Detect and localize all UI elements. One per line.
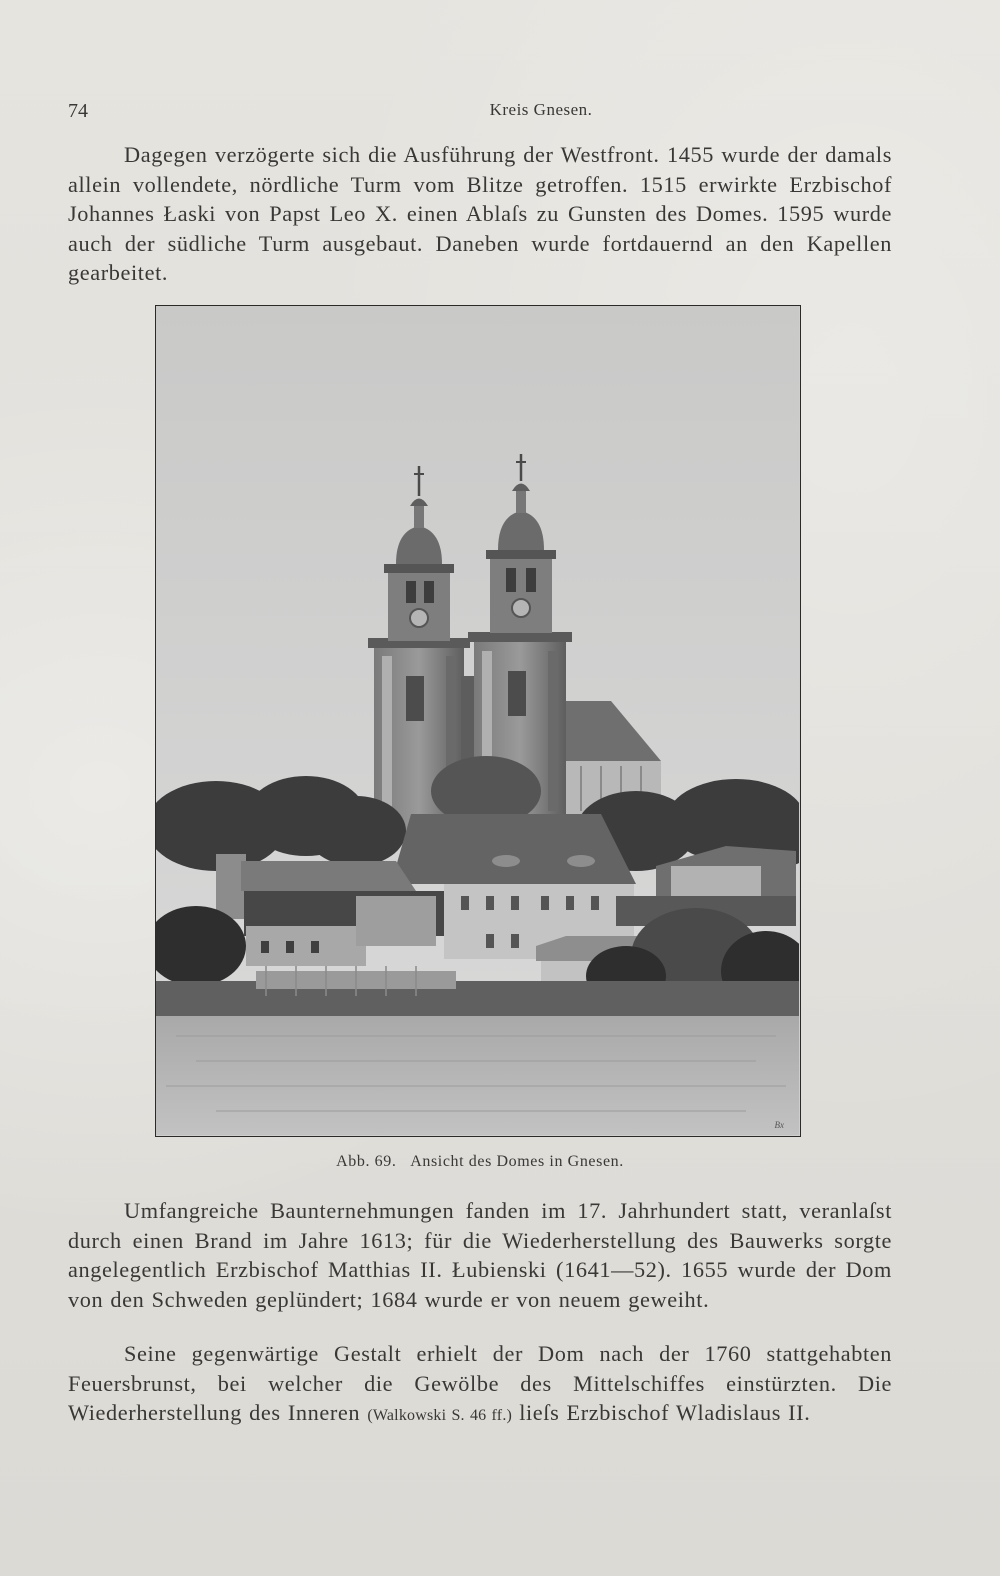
paragraph-present-form [68, 1339, 892, 1431]
photo-illustration [156, 306, 799, 1135]
running-head: Kreis Gnesen. [489, 100, 593, 119]
page-header [68, 100, 892, 130]
page-number: 74 [68, 100, 88, 122]
paragraph-17th-century: Umfangreiche Baunternehmungen fanden im 17. Jahrhundert statt, veranlaſst durch einen Brand im Jahre 1613; für die Wiederherstellung des Bauwerks sorgte angelegentlich Erzbischof Matthias II. Łubienski (1641—52). 1655 wurde der Dom von den Schweden geplündert; 1684 wurde er von neuem geweiht. [68, 1198, 892, 1312]
paragraph-text-start: Seine gegenwärtige Gestalt erhielt der Dom nach der 1760 stattgehabten Feuersbrunst, bei welcher die Gewölbe des Mittelschiffes einstürzten. Die Wiederherstellung des Inneren [68, 1341, 892, 1425]
figure-caption-text: Ansicht des Domes in Gnesen. [410, 1153, 624, 1170]
paragraph-westfront: Dagegen verzögerte sich die Ausführung der Westfront. 1455 wurde der damals allein vollendete, nördliche Turm vom Blitze getroffen. 1515 erwirkte Erzbischof Johannes Łaski von Papst Leo X. einen Ablaſs zu Gunsten des Domes. 1595 wurde auch der südliche Turm ausgebaut. Daneben wurde fortdauernd an den Kapellen gearbeitet. [68, 142, 892, 285]
figure-caption [0, 1153, 960, 1171]
engraver-mark: Bx [774, 1120, 784, 1130]
paragraph-text-end: lieſs Erzbischof Wladislaus II. [512, 1400, 811, 1425]
cathedral-photograph [155, 305, 801, 1137]
figure-label: Abb. 69. [336, 1153, 397, 1170]
literature-reference: (Walkowski S. 46 ff.) [367, 1407, 513, 1424]
